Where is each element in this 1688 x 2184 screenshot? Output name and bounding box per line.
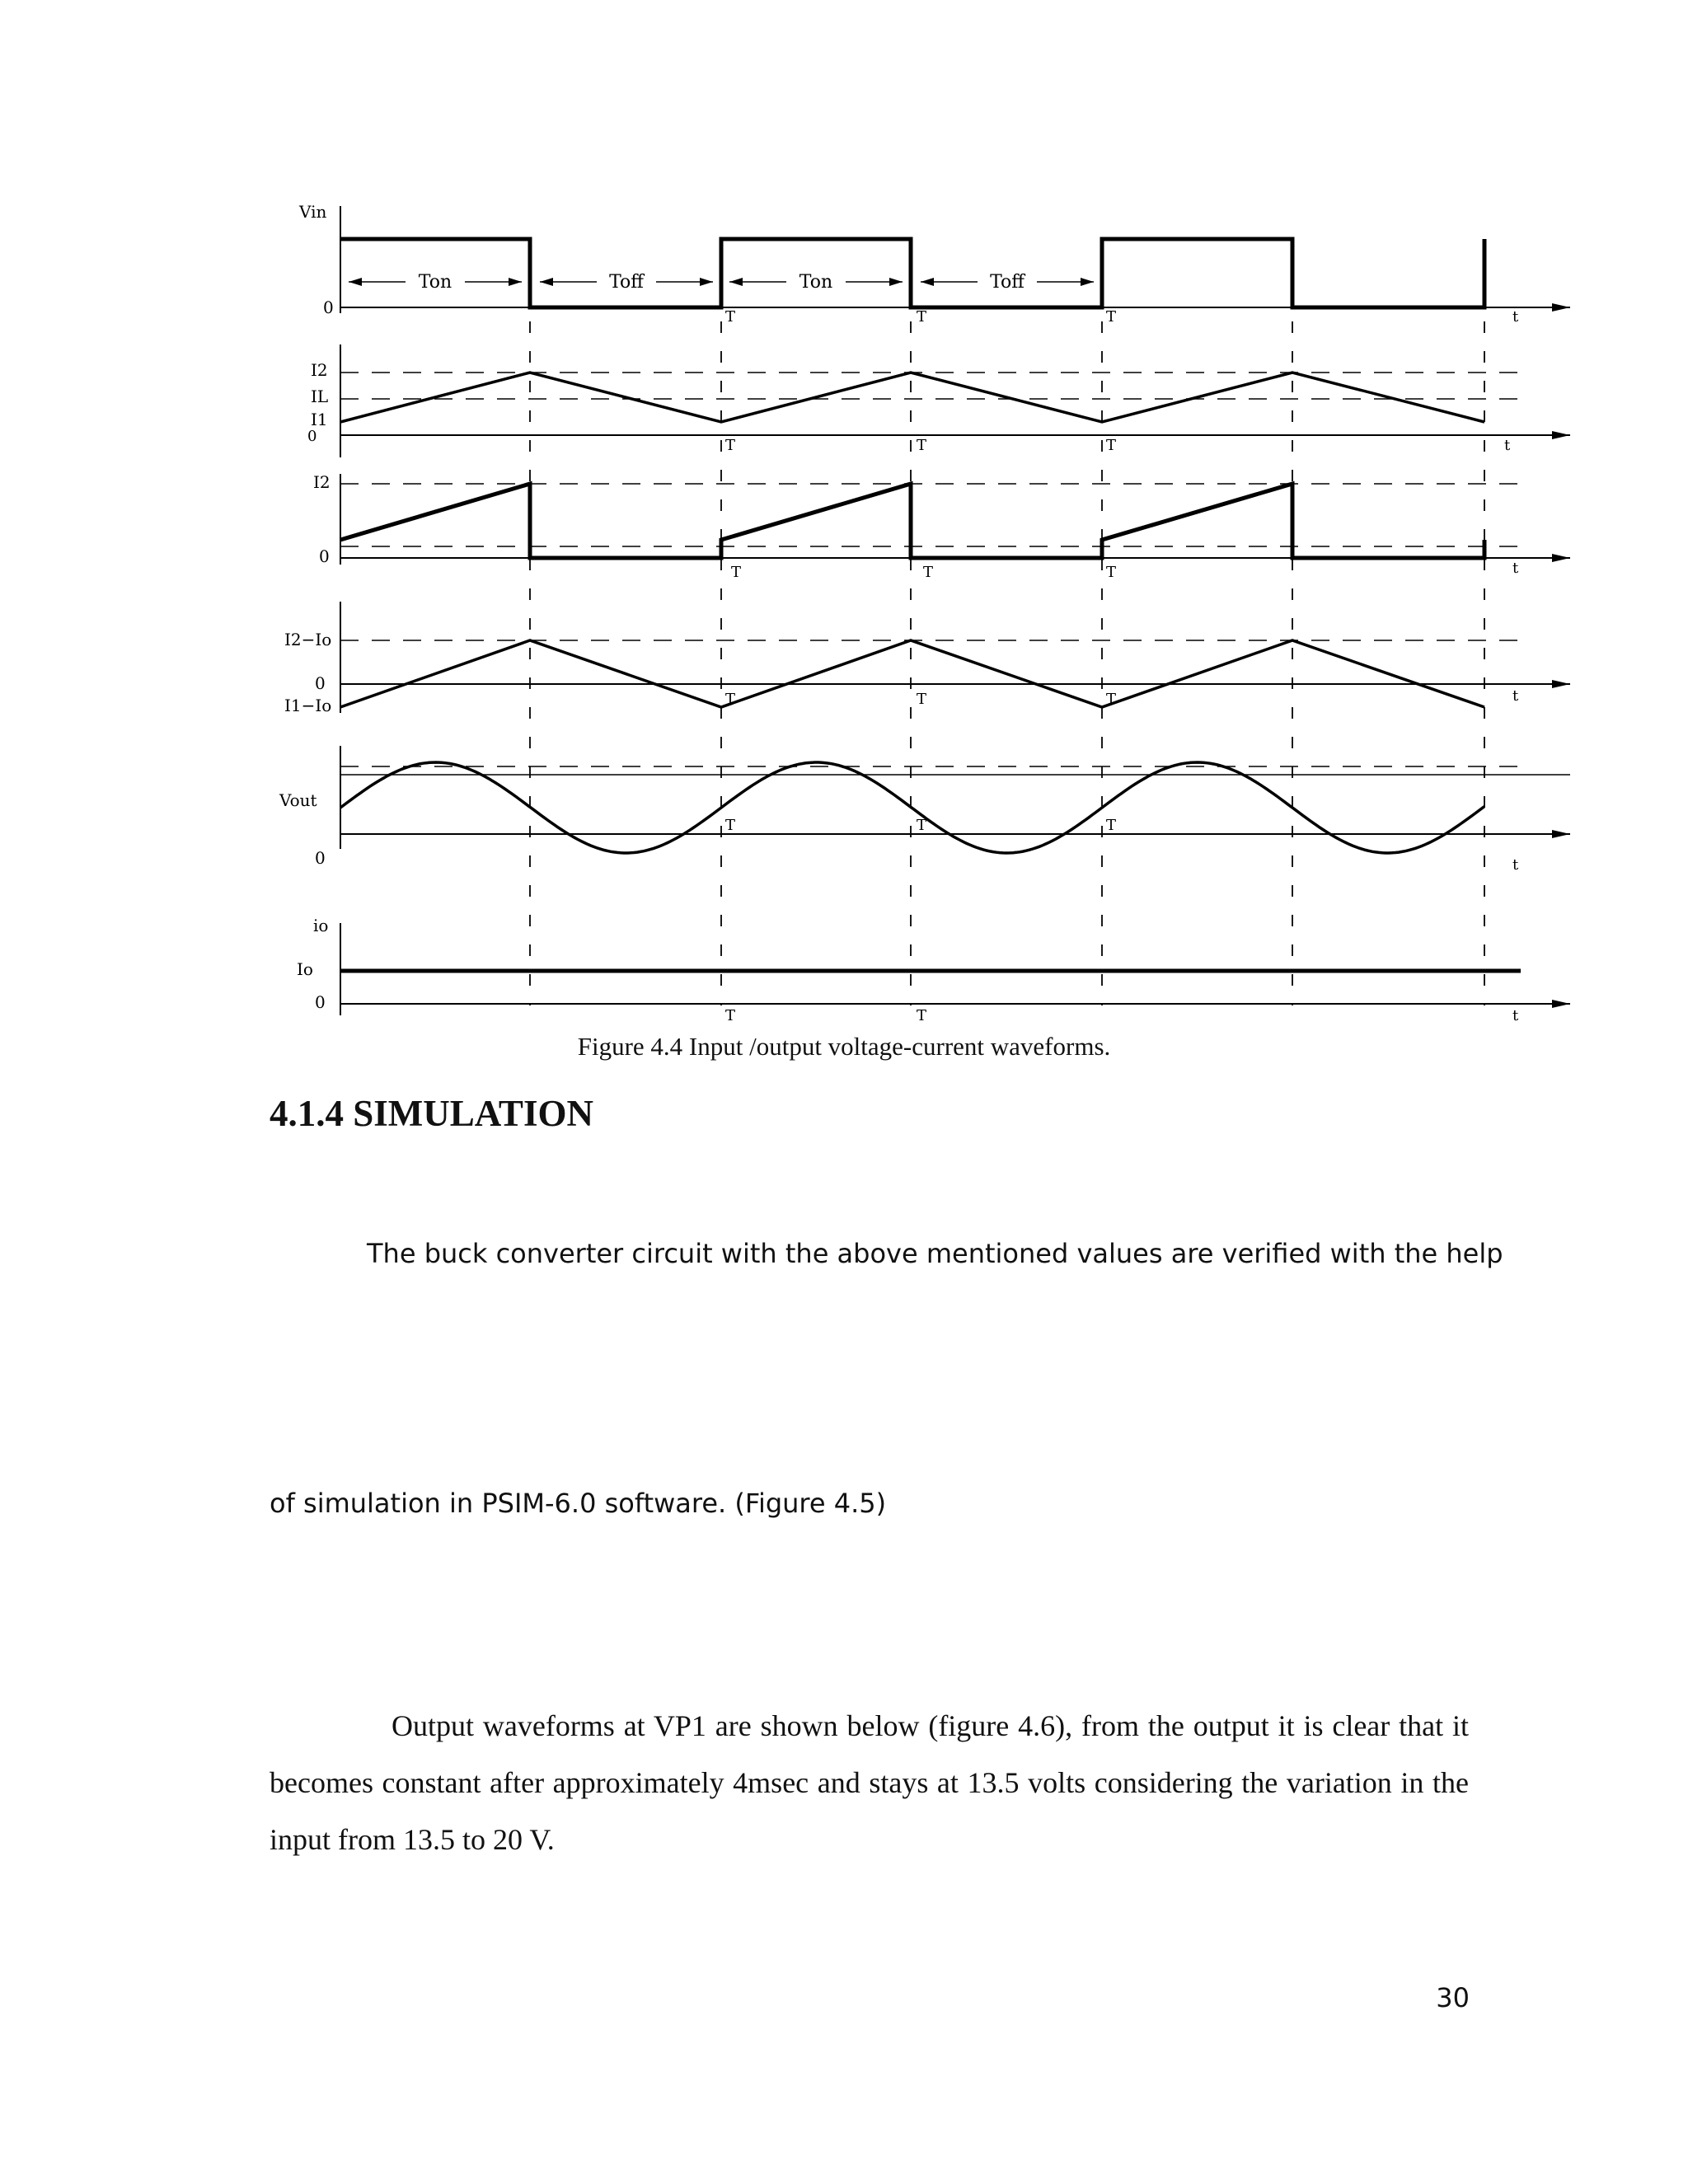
figure-caption: Figure 4.4 Input /output voltage-current waveforms. bbox=[577, 1032, 1111, 1061]
paragraph-line-1: The buck converter circuit with the above mentioned values are verified with the help bbox=[367, 1238, 1503, 1269]
paragraph-output-text: Output waveforms at VP1 are shown below (figure 4.6), from the output it is clear that it becomes constant after approximately 4msec and stays at 13.5 volts considering the variation in the input from 13.5 to 20 V. bbox=[270, 1709, 1469, 1856]
time-label: t bbox=[1504, 437, 1511, 454]
ton-label: Ton bbox=[418, 272, 452, 293]
period-label: T bbox=[1106, 817, 1117, 834]
interval-arrow-head bbox=[349, 278, 362, 286]
vout-zero-label: 0 bbox=[315, 848, 326, 868]
time-label: t bbox=[1512, 308, 1519, 326]
i1-label: I1 bbox=[311, 410, 328, 429]
paragraph-line-2: of simulation in PSIM-6.0 software. (Figure 4.5) bbox=[270, 1488, 887, 1519]
period-label: T bbox=[731, 564, 742, 581]
il-axis-arrow bbox=[1552, 431, 1570, 439]
period-label: T bbox=[725, 817, 736, 834]
time-label: t bbox=[1512, 1007, 1519, 1024]
il-label: IL bbox=[311, 387, 329, 406]
vin-zero-label: 0 bbox=[323, 298, 334, 317]
paragraph-output-waveforms bbox=[270, 1698, 1469, 1868]
vin-waveform bbox=[340, 239, 1484, 307]
interval-arrow-head bbox=[889, 278, 903, 286]
vin-label: Vin bbox=[299, 202, 327, 222]
period-label: T bbox=[917, 437, 927, 454]
period-label: T bbox=[1106, 308, 1117, 326]
period-label: T bbox=[725, 691, 736, 708]
toff-label: Toff bbox=[609, 272, 644, 293]
ic-waveform bbox=[340, 640, 1484, 707]
interval-arrow-head bbox=[540, 278, 553, 286]
time-label: t bbox=[1512, 856, 1519, 874]
i2-label: I2 bbox=[311, 360, 328, 380]
io-axis-arrow bbox=[1552, 1000, 1570, 1008]
waveform-figure bbox=[268, 198, 1554, 1024]
page-number: 30 bbox=[1436, 1982, 1470, 2013]
ton-label: Ton bbox=[799, 272, 833, 293]
is-axis-arrow bbox=[1552, 554, 1570, 562]
time-label: t bbox=[1512, 560, 1519, 577]
period-label: T bbox=[1106, 691, 1117, 708]
period-label: T bbox=[1106, 564, 1117, 581]
is-i2-label: I2 bbox=[313, 472, 331, 492]
interval-arrow-head bbox=[700, 278, 713, 286]
il-waveform bbox=[340, 373, 1484, 422]
section-heading: 4.1.4 SIMULATION bbox=[270, 1093, 593, 1134]
period-label: T bbox=[917, 308, 927, 326]
io-zero-label: 0 bbox=[315, 992, 326, 1012]
vin-axis-arrow bbox=[1552, 303, 1570, 312]
period-label: T bbox=[725, 308, 736, 326]
vout-waveform bbox=[340, 762, 1484, 853]
io-label: Io bbox=[297, 959, 313, 979]
il-zero-label: 0 bbox=[307, 428, 317, 445]
interval-arrow-head bbox=[729, 278, 743, 286]
is-zero-label: 0 bbox=[319, 546, 330, 566]
toff-label: Toff bbox=[990, 272, 1025, 293]
vout-axis-arrow bbox=[1552, 830, 1570, 838]
interval-arrow-head bbox=[509, 278, 522, 286]
ic-axis-arrow bbox=[1552, 680, 1570, 688]
time-label: t bbox=[1512, 687, 1519, 705]
interval-arrow-head bbox=[921, 278, 934, 286]
period-label: T bbox=[917, 691, 927, 708]
period-label: T bbox=[917, 1007, 927, 1024]
period-label: T bbox=[725, 437, 736, 454]
period-label: T bbox=[917, 817, 927, 834]
period-label: T bbox=[923, 564, 934, 581]
interval-arrow-head bbox=[1081, 278, 1094, 286]
period-label: T bbox=[725, 1007, 736, 1024]
i2-minus-io-label: I2−Io bbox=[284, 630, 332, 649]
ic-zero-label: 0 bbox=[315, 673, 326, 693]
vout-label: Vout bbox=[279, 790, 317, 810]
i1-minus-io-label: I1−Io bbox=[284, 696, 332, 715]
io-small-label: io bbox=[313, 916, 329, 935]
period-label: T bbox=[1106, 437, 1117, 454]
